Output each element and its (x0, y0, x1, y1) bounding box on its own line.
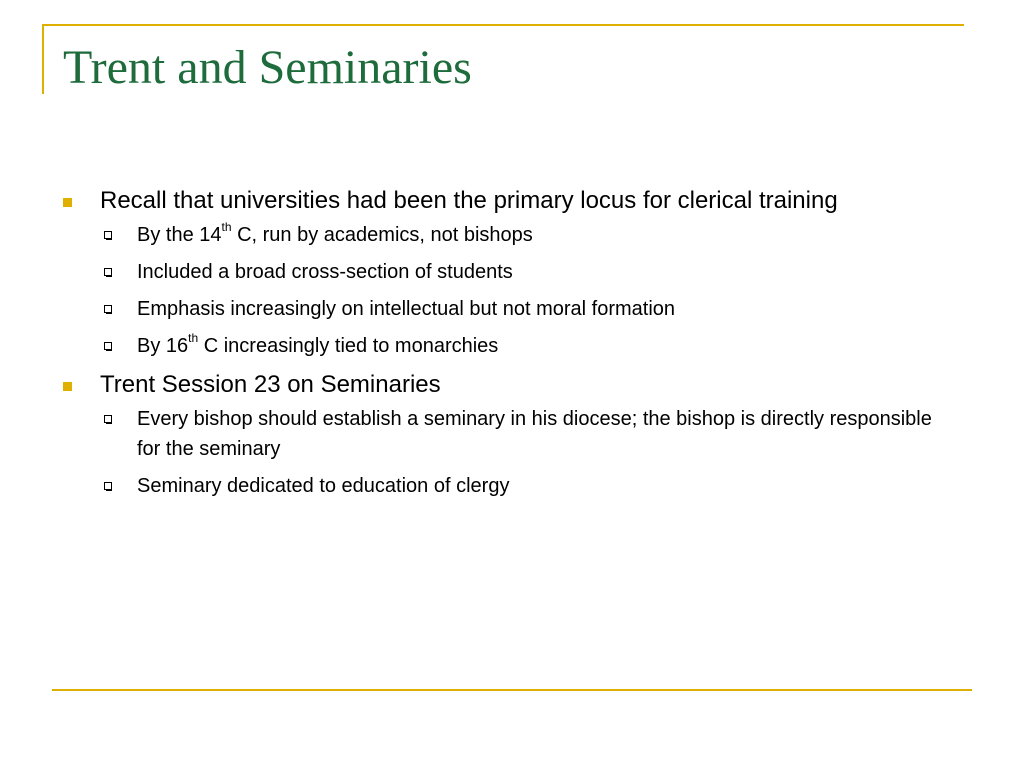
hollow-square-bullet-icon (104, 268, 112, 276)
left-border-line (42, 24, 44, 94)
sub-bullet-students (60, 257, 940, 287)
sub-bullet-bishop-seminary (60, 404, 940, 464)
bullet-item-trent-session (60, 368, 940, 402)
sub-bullet-text-before: By 16 (137, 335, 189, 357)
hollow-square-bullet-icon (104, 342, 112, 350)
sub-bullet-text: Every bishop should establish a seminary in his diocese; the bishop is directly responsible for the seminary (137, 408, 932, 460)
sub-bullet-emphasis (60, 294, 940, 324)
bullet-text: Trent Session 23 on Seminaries (100, 371, 441, 398)
hollow-square-bullet-icon (104, 482, 112, 490)
sub-bullet-clergy-education (60, 471, 940, 501)
slide-title: Trent and Seminaries (63, 41, 472, 94)
sub-bullet-text: Included a broad cross-section of students (137, 261, 513, 283)
sub-bullet-text: Emphasis increasingly on intellectual but not moral formation (137, 298, 676, 320)
sub-bullet-text-after: C increasingly tied to monarchies (198, 335, 499, 357)
square-bullet-icon (63, 198, 72, 207)
sub-bullet-16th-century (60, 331, 940, 361)
sub-bullet-14th-century (60, 220, 940, 250)
superscript-ordinal: th (188, 331, 199, 346)
hollow-square-bullet-icon (104, 415, 112, 423)
hollow-square-bullet-icon (104, 305, 112, 313)
sub-bullet-text: Seminary dedicated to education of clergy (137, 475, 510, 497)
bullet-item-universities (60, 184, 940, 218)
top-border-line (42, 24, 964, 26)
sub-bullet-text-before: By the 14 (137, 224, 222, 246)
superscript-ordinal: th (221, 220, 232, 235)
slide-body (60, 184, 940, 508)
bullet-text: Recall that universities had been the primary locus for clerical training (100, 187, 838, 214)
bottom-border-line (52, 689, 972, 691)
hollow-square-bullet-icon (104, 231, 112, 239)
square-bullet-icon (63, 382, 72, 391)
sub-bullet-text-after: C, run by academics, not bishops (231, 224, 533, 246)
